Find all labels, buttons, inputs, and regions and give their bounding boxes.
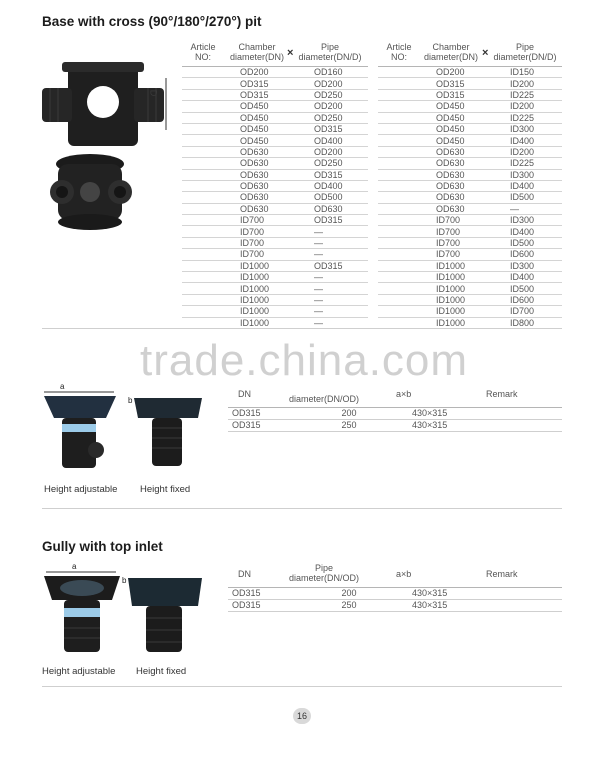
table-row [378,306,562,317]
table-row [378,215,562,226]
table-cell [492,588,562,600]
header-pipe-right: Pipe diameter(DN/D) [493,42,557,62]
table-row [378,272,562,283]
table-cell [182,260,226,271]
table-cell: OD630 [422,146,494,157]
table-cell: OD315 [298,123,368,134]
table-cell: — [298,226,368,237]
table-cell [492,420,562,432]
table-row [378,260,562,271]
table-cell [378,237,422,248]
table-cell [492,408,562,420]
table-cell [182,317,226,328]
table-row [182,158,368,169]
header-dn-3: DN [238,569,251,579]
table-cell: OD400 [298,135,368,146]
table-cell: 430×315 [408,408,492,420]
header-chamber-right: Chamber diameter(DN) [423,42,478,62]
gully-table-1 [228,408,562,432]
table-cell: ID1000 [422,260,494,271]
table-cell: ID700 [494,306,562,317]
table-cell [182,135,226,146]
dimension-label-a-1: a [60,382,65,391]
table-cell: ID500 [494,192,562,203]
table-cell: ID700 [422,226,494,237]
dimension-label-a-2: a [72,562,77,571]
table-cell: OD630 [226,169,298,180]
gully-top-inlet-adjustable-image [40,568,127,658]
table-cell [182,203,226,214]
table-row [378,317,562,328]
dimension-label-d: D [148,89,159,97]
table-row [182,146,368,157]
caption-height-adjustable-1: Height adjustable [44,484,118,495]
table-cell: 430×315 [408,588,492,600]
table-cell: ID700 [226,226,298,237]
table-cell [378,272,422,283]
table-cell: OD450 [422,112,494,123]
table-cell: ID1000 [226,294,298,305]
table-row [378,237,562,248]
table-cell: ID200 [494,101,562,112]
table-cell: OD450 [226,112,298,123]
table-cell: OD450 [226,135,298,146]
table-cell: OD630 [226,192,298,203]
table-cell [182,226,226,237]
table-cell: 200 [290,588,408,600]
section-title-base-cross: Base with cross (90°/180°/270°) pit [42,14,262,29]
table-row [228,408,562,420]
table-cell: OD315 [298,215,368,226]
table-cell [378,317,422,328]
table-cell: ID600 [494,294,562,305]
table-row [182,294,368,305]
table-cell: OD630 [226,203,298,214]
table-row [182,67,368,78]
table-cell: OD630 [422,158,494,169]
table-cell: ID300 [494,123,562,134]
header-pipe-left: Pipe diameter(DN/D) [298,42,362,62]
table-cell: ID400 [494,226,562,237]
table-row [182,135,368,146]
table-cell: ID225 [494,158,562,169]
header-article-right: Article NO: [386,42,412,62]
table-cell: ID600 [494,249,562,260]
table-cell [182,215,226,226]
table-row [378,112,562,123]
table-cell [182,101,226,112]
table-cell: OD450 [422,135,494,146]
table-cell: ID700 [422,249,494,260]
table-cell: ID400 [494,272,562,283]
table-cell [492,600,562,612]
table-cell: — [298,237,368,248]
table-cell [182,272,226,283]
gully-height-adjustable-image [40,388,120,474]
header-pipe-3: Pipe diameter(DN/OD) [288,563,359,583]
table-cell: OD630 [226,146,298,157]
gully-height-fixed-image [128,394,208,474]
table-cell: — [494,203,562,214]
table-cell: OD630 [422,169,494,180]
table-cell: ID225 [494,89,562,100]
table-row [378,67,562,78]
dimension-label-b-1: b [128,396,133,405]
table-cell: — [298,283,368,294]
table-row [378,146,562,157]
table-cell: 200 [290,408,408,420]
table-row [228,420,562,432]
table-cell: ID200 [494,78,562,89]
table-cell [378,135,422,146]
table-cell [378,169,422,180]
table-cell: ID700 [226,237,298,248]
header-axb-2: a×b [396,389,412,399]
table-cell: — [298,249,368,260]
table-cell: OD200 [226,67,298,78]
table-cell: OD315 [228,408,290,420]
table-cell: ID225 [494,112,562,123]
table-cell: ID1000 [422,294,494,305]
table-cell: OD315 [422,78,494,89]
table-cell: 430×315 [408,420,492,432]
table-cell [182,180,226,191]
table-cell: OD200 [422,67,494,78]
table-cell [182,283,226,294]
table-cell: ID1000 [422,272,494,283]
table-cell [182,192,226,203]
table-cell: OD200 [298,146,368,157]
table-cell: OD400 [298,180,368,191]
table-row [182,192,368,203]
table-cell: OD630 [298,203,368,214]
base-cross-table-left [182,67,368,329]
table-cell [378,112,422,123]
table-cell: ID800 [494,317,562,328]
table-cell [378,283,422,294]
table-cell: OD315 [226,78,298,89]
table-row [182,272,368,283]
table-cell [182,89,226,100]
table-row [378,158,562,169]
table-cell [182,294,226,305]
header-pipe-2: diameter(DN/OD) [288,394,359,404]
table-row [378,180,562,191]
table-cell: OD315 [422,89,494,100]
table-cell: OD250 [298,112,368,123]
table-cell [378,67,422,78]
table-cell [378,180,422,191]
table-cell [378,101,422,112]
table-row [228,600,562,612]
table-cell [182,78,226,89]
section-divider-2 [42,508,562,509]
table-cell [378,226,422,237]
gully-table-2 [228,588,562,612]
table-cell: OD315 [228,588,290,600]
table-cell [182,67,226,78]
table-cell: 430×315 [408,600,492,612]
table-cell: — [298,272,368,283]
table-row [228,588,562,600]
table-row [182,101,368,112]
table-cell [378,294,422,305]
watermark: trade.china.com [140,336,469,385]
header-article-left: Article NO: [190,42,216,62]
caption-height-fixed-1: Height fixed [140,484,191,495]
base-cross-image-2 [44,150,134,232]
table-row [182,260,368,271]
table-cell: ID700 [422,237,494,248]
section-title-gully-top-inlet: Gully with top inlet [42,539,163,554]
table-cell [182,112,226,123]
table-cell [378,215,422,226]
table-row [378,169,562,180]
table-row [378,294,562,305]
table-cell: OD450 [422,123,494,134]
table-cell: OD200 [298,78,368,89]
table-cell [378,306,422,317]
table-row [182,317,368,328]
table-cell [378,192,422,203]
table-row [182,237,368,248]
table-row [182,112,368,123]
table-cell: ID1000 [226,272,298,283]
table-row [378,192,562,203]
table-cell: ID1000 [226,306,298,317]
cross-symbol-left: × [287,47,294,59]
table-cell: ID1000 [422,283,494,294]
table-cell: OD200 [298,101,368,112]
dimension-label-b-2: b [122,576,127,585]
table-row [378,135,562,146]
table-cell [378,249,422,260]
base-cross-table-right [378,67,562,329]
table-row [378,203,562,214]
table-cell: — [298,294,368,305]
table-row [182,215,368,226]
table-row [182,283,368,294]
table-cell: ID700 [422,215,494,226]
table-cell: OD315 [228,420,290,432]
table-cell: ID150 [494,67,562,78]
table-row [378,89,562,100]
table-cell: OD315 [228,600,290,612]
table-row [182,203,368,214]
table-row [182,78,368,89]
table-cell [378,78,422,89]
table-cell: ID200 [494,146,562,157]
base-cross-image [40,58,170,150]
header-axb-3: a×b [396,569,412,579]
table-cell: ID1000 [226,317,298,328]
table-cell: ID300 [494,169,562,180]
gully-top-inlet-fixed-image [122,576,206,660]
table-cell [182,306,226,317]
header-remark-2: Remark [486,389,518,399]
table-cell: ID300 [494,215,562,226]
table-row [378,123,562,134]
table-cell: OD630 [226,158,298,169]
table-cell [378,146,422,157]
table-cell: ID300 [494,260,562,271]
table-cell: OD500 [298,192,368,203]
table-row [378,283,562,294]
table-cell [182,146,226,157]
header-chamber-left: Chamber diameter(DN) [229,42,284,62]
table-cell: OD630 [422,180,494,191]
table-cell: 250 [290,600,408,612]
header-dn-2: DN [238,389,251,399]
table-cell: OD450 [226,123,298,134]
page-number: 16 [293,708,311,724]
table-row [378,78,562,89]
table-cell: OD630 [422,192,494,203]
cross-symbol-right: × [482,47,489,59]
section-divider-1 [42,328,562,329]
table-row [378,249,562,260]
table-cell [378,158,422,169]
table-cell: OD450 [226,101,298,112]
table-cell [378,203,422,214]
table-row [182,226,368,237]
table-cell: — [298,317,368,328]
table-row [182,123,368,134]
table-cell: OD250 [298,158,368,169]
table-cell: ID400 [494,135,562,146]
table-cell: OD630 [422,203,494,214]
table-row [182,249,368,260]
table-cell [182,237,226,248]
table-cell: ID1000 [226,283,298,294]
table-row [378,226,562,237]
table-row [182,169,368,180]
table-cell [182,158,226,169]
table-cell [378,260,422,271]
table-cell: ID700 [226,249,298,260]
table-cell: OD160 [298,67,368,78]
header-remark-3: Remark [486,569,518,579]
table-cell: ID1000 [226,260,298,271]
table-cell: OD315 [298,260,368,271]
table-cell [182,123,226,134]
table-cell: OD315 [226,89,298,100]
caption-height-fixed-2: Height fixed [136,666,187,677]
table-cell: OD315 [298,169,368,180]
table-cell: ID500 [494,237,562,248]
table-row [182,89,368,100]
table-cell: ID1000 [422,306,494,317]
table-cell [182,169,226,180]
table-cell: OD450 [422,101,494,112]
table-cell: OD630 [226,180,298,191]
table-row [378,101,562,112]
caption-height-adjustable-2: Height adjustable [42,666,116,677]
table-cell: ID700 [226,215,298,226]
table-cell [378,89,422,100]
table-cell: ID500 [494,283,562,294]
table-cell [182,249,226,260]
table-cell: ID400 [494,180,562,191]
table-row [182,306,368,317]
table-cell: ID1000 [422,317,494,328]
table-cell [378,123,422,134]
table-row [182,180,368,191]
section-divider-3 [42,686,562,687]
table-cell: — [298,306,368,317]
table-cell: OD250 [298,89,368,100]
table-cell: 250 [290,420,408,432]
